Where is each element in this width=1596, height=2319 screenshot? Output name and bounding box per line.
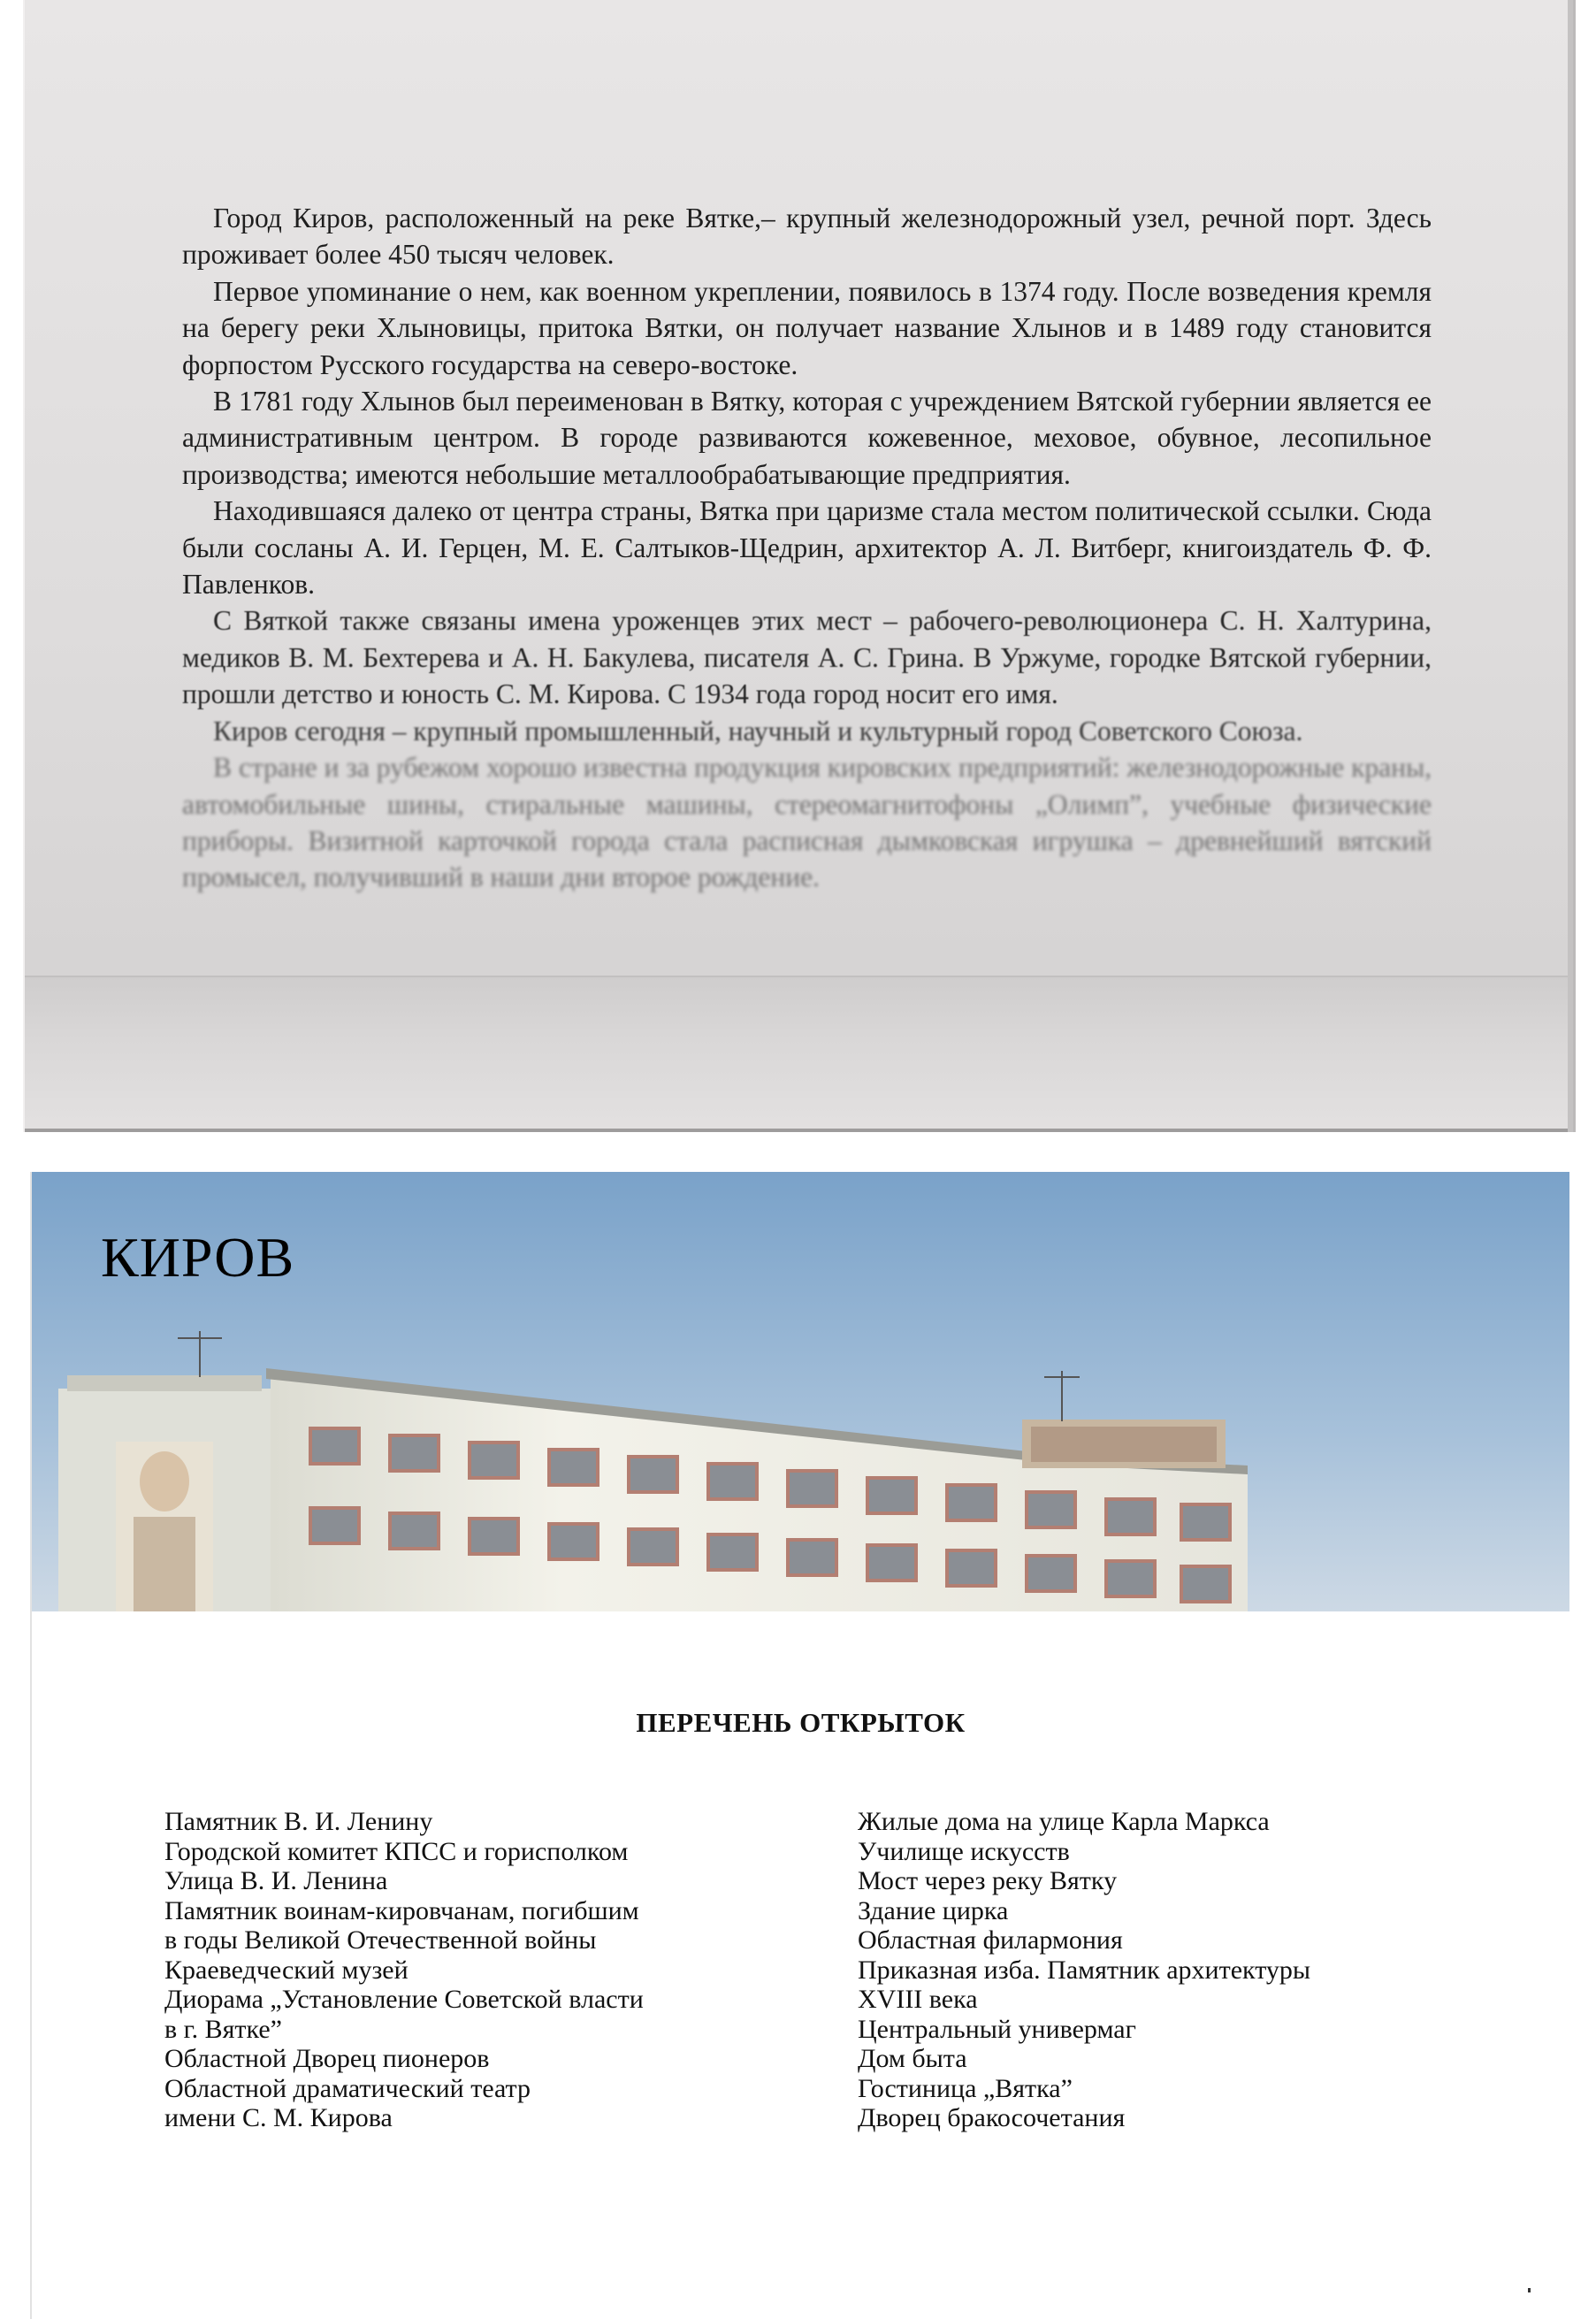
- description-text: [182, 200, 1432, 896]
- list-item: Областной драматический театр: [164, 2073, 531, 2103]
- card-edge: [25, 1129, 1568, 1132]
- list-item: Памятник воинам-кировчанам, погибшим: [164, 1895, 639, 1925]
- card-fold: [25, 977, 1568, 1132]
- paragraph-2: Первое упоминание о нем, как военном укреплении, появилось в 1374 году. После возведения кремля на берегу реки Хлыновицы, притока Вятки, он получает название Хлынов и в 1489 году становится форпостом Русского государства на северо-востоке.: [182, 275, 1432, 380]
- paragraph-7: В стране и за рубежом хорошо известна продукция кировских предприятий: железнодорожные краны, автомобильные шины, стиральные машины, стереомагнитофоны „Олимп”, учебные физические приборы. Визитной карточкой города стала расписная дымковская игрушка – древнейший вятский промысел, получивший в наши дни второе рождение.: [182, 752, 1432, 893]
- print-mark: [1528, 2288, 1531, 2292]
- list-item: Училище искусств: [858, 1836, 1070, 1866]
- list-item: Областной Дворец пионеров: [164, 2044, 490, 2073]
- list-item: Памятник В. И. Ленину: [164, 1807, 433, 1836]
- postcard-list-right: [858, 1807, 1539, 2133]
- paragraph-1: Город Киров, расположенный на реке Вятке,– крупный железнодорожный узел, речной порт. Здесь проживает более 450 тысяч человек.: [182, 203, 1432, 271]
- list-item: Центральный универмаг: [858, 2014, 1136, 2044]
- list-item: Приказная изба. Памятник архитектуры: [858, 1955, 1311, 1985]
- list-item: имени С. М. Кирова: [164, 2103, 393, 2132]
- list-item: в г. Вятке”: [164, 2014, 282, 2044]
- list-item: XVIII века: [858, 1985, 978, 2014]
- list-item: Улица В. И. Ленина: [164, 1866, 388, 1895]
- cover-card: [30, 1172, 1569, 2319]
- paragraph-4: Находившаяся далеко от центра страны, Вятка при царизме стала местом политической ссылки. Сюда были сосланы А. И. Герцен, М. Е. Салтыков-Щедрин, архитектор А. Л. Витберг, книгоиздатель Ф. Ф. Павленков.: [182, 495, 1432, 601]
- list-item: Здание цирка: [858, 1895, 1009, 1925]
- paragraph-3: В 1781 году Хлынов был переименован в Вятку, которая с учреждением Вятской губернии является ее административным центром. В городе развиваются кожевенное, меховое, обувное, лесопильное производства; имеются небольшие металлообрабатывающие предприятия.: [182, 386, 1432, 490]
- postcard-list-left: [164, 1807, 836, 2133]
- list-item: Дом быта: [858, 2044, 967, 2073]
- list-title: ПЕРЕЧЕНЬ ОТКРЫТОК: [636, 1707, 966, 1738]
- city-title: КИРОВ: [101, 1226, 295, 1289]
- list-item: Областная филармония: [858, 1925, 1123, 1955]
- list-item: Городской комитет КПСС и горисполком: [164, 1836, 629, 1866]
- paragraph-6: Киров сегодня – крупный промышленный, научный и культурный город Советского Союза.: [213, 715, 1303, 746]
- list-item: в годы Великой Отечественной войны: [164, 1925, 597, 1955]
- list-item: Краеведческий музей: [164, 1955, 409, 1985]
- list-item: Диорама „Установление Советской власти: [164, 1985, 644, 2014]
- description-card: [25, 0, 1573, 1132]
- list-item: Гостиница „Вятка”: [858, 2073, 1073, 2103]
- cover-photo: [32, 1172, 1569, 1611]
- list-item: Мост через реку Вятку: [858, 1866, 1118, 1895]
- list-item: Жилые дома на улице Карла Маркса: [858, 1807, 1270, 1836]
- paragraph-5: С Вяткой также связаны имена уроженцев этих мест – рабочего-революционера С. Н. Халтурина, медиков В. М. Бехтерева и А. Н. Бакулева, писателя А. С. Грина. В Уржуме, городке Вятской губернии, прошли детство и юность С. М. Кирова. С 1934 года город носит его имя.: [182, 605, 1432, 710]
- list-item: Дворец бракосочетания: [858, 2103, 1126, 2132]
